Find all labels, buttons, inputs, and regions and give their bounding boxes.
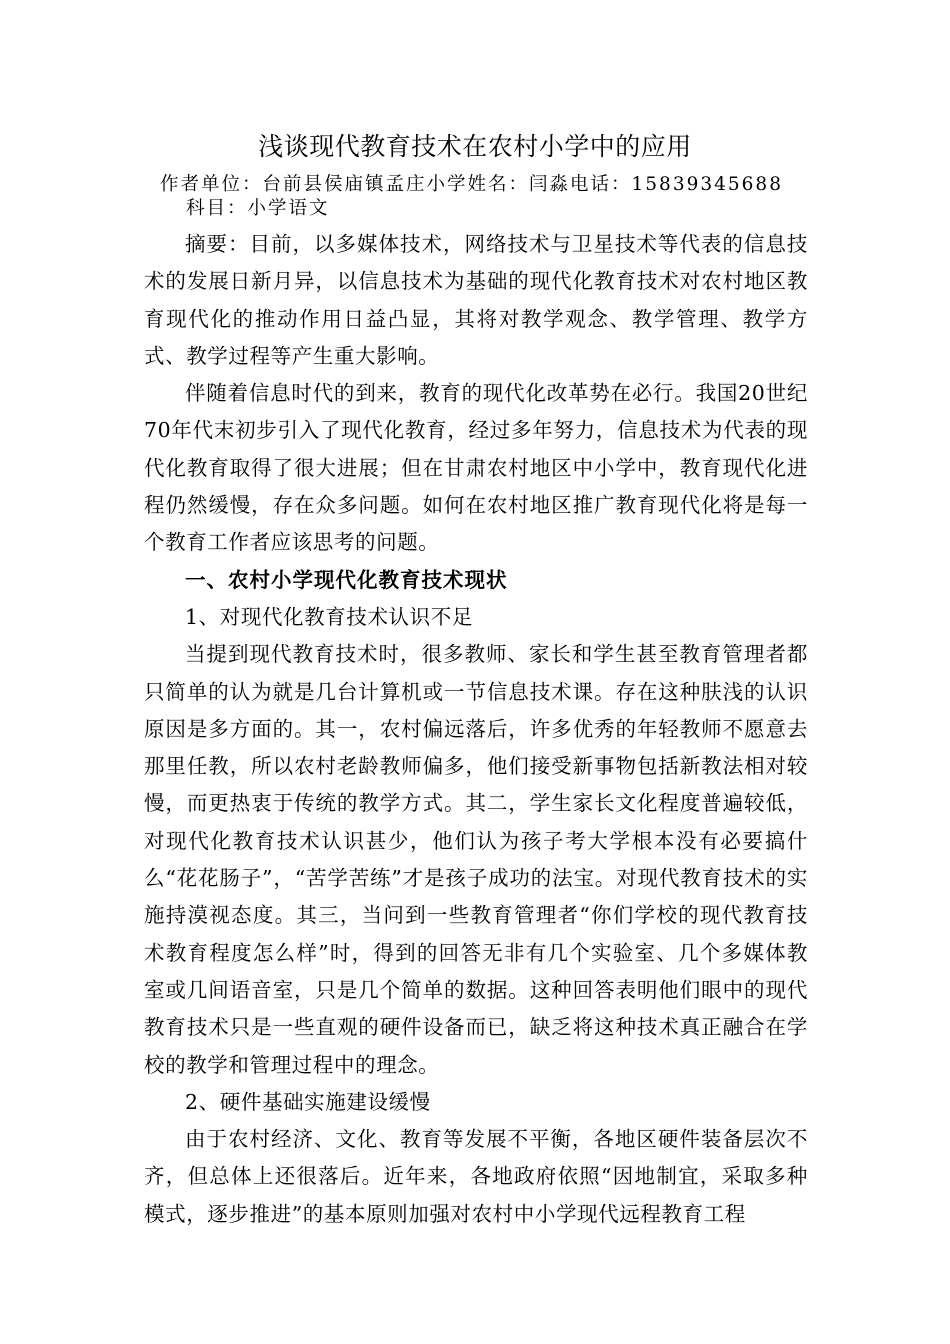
subsection-heading: 2、硬件基础实施建设缓慢 (185, 1089, 431, 1114)
document-title: 浅谈现代教育技术在农村小学中的应用 (258, 132, 692, 161)
section-heading: 一、农村小学现代化教育技术现状 (185, 567, 508, 592)
abstract-paragraph: 摘要：目前，以多媒体技术，网络技术与卫星技术等代表的信息技术的发展日新月异，以信息技术为基础的现代化教育技术对农村地区教育现代化的推动作用日益凸显，其将对教学观念、教学管理、教学方式、教学过程等产生重大影响。 (144, 232, 808, 368)
body-paragraph: 当提到现代教育技术时，很多教师、家长和学生甚至教育管理者都只简单的认为就是几台计算机或一节信息技术课。存在这种肤浅的认识原因是多方面的。其一，农村偏远落后，许多优秀的年轻教师不愿意去那里任教，所以农村老龄教师偏多，他们接受新事物包括新教法相对较慢，而更热衷于传统的教学方式。其二，学生家长文化程度普遍较低，对现代化教育技术认识甚少，他们认为孩子考大学根本没有必要搞什么“花花肠子”，“苦学苦练”才是孩子成功的法宝。对现代教育技术的实施持漠视态度。其三，当问到一些教育管理者“你们学校的现代教育技术教育程度怎么样”时，得到的回答无非有几个实验室、几个多媒体教室或几间语音室，只是几个简单的数据。这种回答表明他们眼中的现代教育技术只是一些直观的硬件设备而已，缺乏将这种技术真正融合在学校的教学和管理过程中的理念。 (144, 642, 808, 1077)
subsection-heading: 1、对现代化教育技术认识不足 (185, 604, 473, 629)
author-info-line: 作者单位：台前县侯庙镇孟庄小学姓名：闫淼电话：15839345688 (160, 174, 783, 195)
document-body (144, 226, 808, 1233)
intro-paragraph: 伴随着信息时代的到来，教育的现代化改革势在必行。我国20世纪70年代末初步引入了现代化教育，经过多年努力，信息技术为代表的现代化教育取得了很大进展；但在甘肃农村地区中小学中，教育现代化进程仍然缓慢，存在众多问题。如何在农村地区推广教育现代化将是每一个教育工作者应该思考的问题。 (144, 381, 808, 555)
subject-line: 科目：小学语文 (186, 198, 330, 219)
body-paragraph: 由于农村经济、文化、教育等发展不平衡，各地区硬件装备层次不齐，但总体上还很落后。近年来，各地政府依照“因地制宜，采取多种模式，逐步推进”的基本原则加强对农村中小学现代远程教育工程 (144, 1127, 808, 1226)
